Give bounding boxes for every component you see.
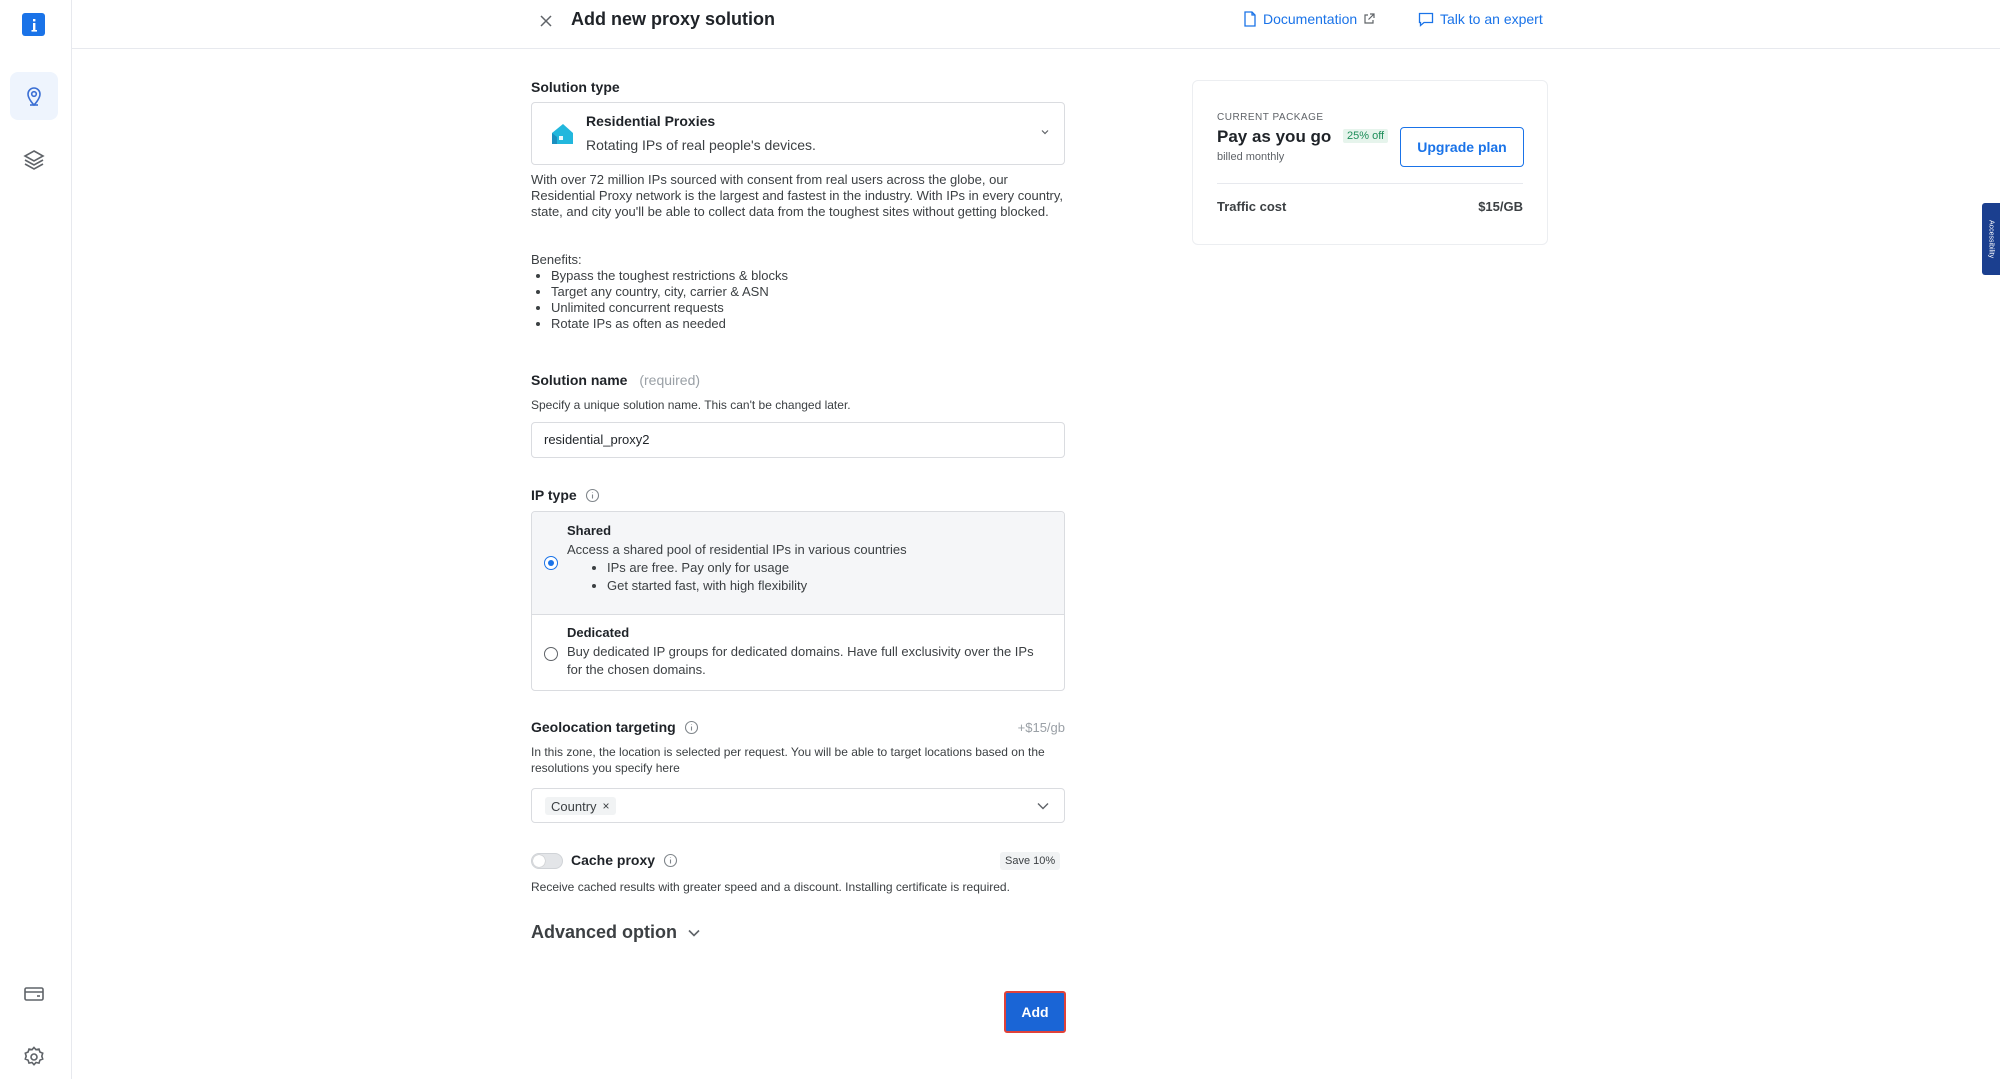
cache-label-row: [571, 852, 678, 868]
close-icon[interactable]: [534, 9, 558, 33]
traffic-cost-value: $15/GB: [1478, 199, 1523, 214]
solution-type-desc: Rotating IPs of real people's devices.: [586, 137, 816, 153]
talk-to-expert-link[interactable]: [1418, 11, 1543, 27]
info-icon[interactable]: [663, 853, 678, 868]
package-name: Pay as you go: [1217, 127, 1332, 146]
list-item: • Get started fast, with high flexibility: [607, 577, 807, 595]
shared-title: Shared: [567, 523, 612, 538]
solution-name-help: Specify a unique solution name. This can't be changed later.: [531, 398, 851, 412]
solution-name-label: [531, 372, 1065, 388]
documentation-link[interactable]: [1243, 11, 1375, 27]
current-package-card: [1192, 80, 1548, 245]
cache-label: Cache proxy: [571, 852, 656, 868]
shared-radio[interactable]: [544, 556, 558, 570]
required-note: (required): [639, 372, 701, 388]
geo-targeting-select[interactable]: [531, 788, 1065, 823]
discount-badge: 25% off: [1343, 129, 1388, 143]
list-item: • Unlimited concurrent requests: [551, 300, 1065, 316]
list-item: • Bypass the toughest restrictions & blocks: [551, 268, 1065, 284]
package-label: CURRENT PACKAGE: [1217, 112, 1324, 123]
dedicated-title: Dedicated: [567, 625, 630, 640]
chat-icon: [1418, 12, 1434, 27]
solution-type-description: With over 72 million IPs sourced with consent from real users across the globe, our Residential Proxy network is the largest and fastest in the industry. With IPs in every country, state, and city you'll be able to collect data from the toughest sites without getting blocked.: [531, 172, 1064, 219]
document-icon: [1243, 11, 1257, 27]
solution-type-label: Solution type: [531, 79, 620, 95]
country-chip: [545, 797, 616, 815]
accessibility-tab[interactable]: [1982, 203, 2000, 275]
list-item: • Rotate IPs as often as needed: [551, 316, 1065, 332]
top-header: [72, 0, 2000, 49]
chevron-down-icon: [687, 928, 701, 938]
traffic-cost-label: Traffic cost: [1217, 199, 1287, 214]
billing-period: billed monthly: [1217, 151, 1285, 163]
benefits-block: [531, 252, 1065, 332]
left-rail: [0, 0, 72, 1079]
info-icon[interactable]: [585, 488, 600, 503]
nav-layers-icon[interactable]: [10, 136, 58, 184]
add-button[interactable]: Add: [1004, 991, 1066, 1033]
save-badge: Save 10%: [1000, 852, 1060, 870]
solution-type-name: Residential Proxies: [586, 113, 716, 129]
talk-to-expert-label: Talk to an expert: [1440, 11, 1543, 27]
nav-location-icon[interactable]: [10, 72, 58, 120]
upgrade-plan-button[interactable]: Upgrade plan: [1400, 127, 1524, 167]
chevron-down-icon: [1040, 127, 1050, 137]
geo-label-row: [531, 719, 1065, 735]
cache-proxy-toggle[interactable]: [531, 853, 563, 869]
residential-house-icon: [548, 120, 576, 148]
solution-name-input[interactable]: residential_proxy2: [531, 422, 1065, 458]
benefits-label: Benefits:: [531, 252, 582, 267]
dedicated-radio[interactable]: [544, 647, 558, 661]
ip-option-shared[interactable]: [532, 512, 1064, 615]
shared-desc: Access a shared pool of residential IPs in various countries: [567, 542, 907, 557]
accessibility-label: Accessibility: [1987, 219, 1995, 259]
geo-price: +$15/gb: [1017, 719, 1065, 735]
solution-name-title: Solution name: [531, 372, 628, 388]
nav-settings-icon[interactable]: [10, 1033, 58, 1079]
benefits-list: [551, 268, 1065, 332]
page-title: Add new proxy solution: [571, 9, 776, 29]
solution-type-select[interactable]: [531, 102, 1065, 165]
info-icon[interactable]: [684, 720, 699, 735]
info-logo-icon[interactable]: [22, 13, 45, 36]
chip-remove-icon[interactable]: ×: [602, 799, 610, 813]
advanced-option-toggle[interactable]: [531, 922, 701, 943]
ip-type-options: [531, 511, 1065, 691]
cache-help: Receive cached results with greater speed and a discount. Installing certificate is required.: [531, 880, 1010, 894]
dedicated-desc: Buy dedicated IP groups for dedicated domains. Have full exclusivity over the IPs for the chosen domains.: [567, 644, 1034, 677]
divider: [1217, 183, 1523, 184]
ip-type-label-row: [531, 487, 1065, 503]
external-link-icon: [1363, 13, 1375, 25]
list-item: • Target any country, city, carrier & ASN: [551, 284, 1065, 300]
nav-billing-icon[interactable]: [10, 970, 58, 1018]
ip-option-dedicated[interactable]: [532, 615, 1064, 691]
geo-help: In this zone, the location is selected per request. You will be able to target locations based on the resolutions you specify here: [531, 745, 1045, 775]
chip-label: Country: [551, 798, 597, 814]
chevron-down-icon: [1036, 800, 1050, 812]
advanced-option-label: Advanced option: [531, 922, 678, 942]
documentation-label: Documentation: [1263, 11, 1358, 27]
shared-bullets: [607, 559, 807, 595]
list-item: • IPs are free. Pay only for usage: [607, 559, 807, 577]
ip-type-label: IP type: [531, 487, 577, 503]
geo-label: Geolocation targeting: [531, 719, 676, 735]
